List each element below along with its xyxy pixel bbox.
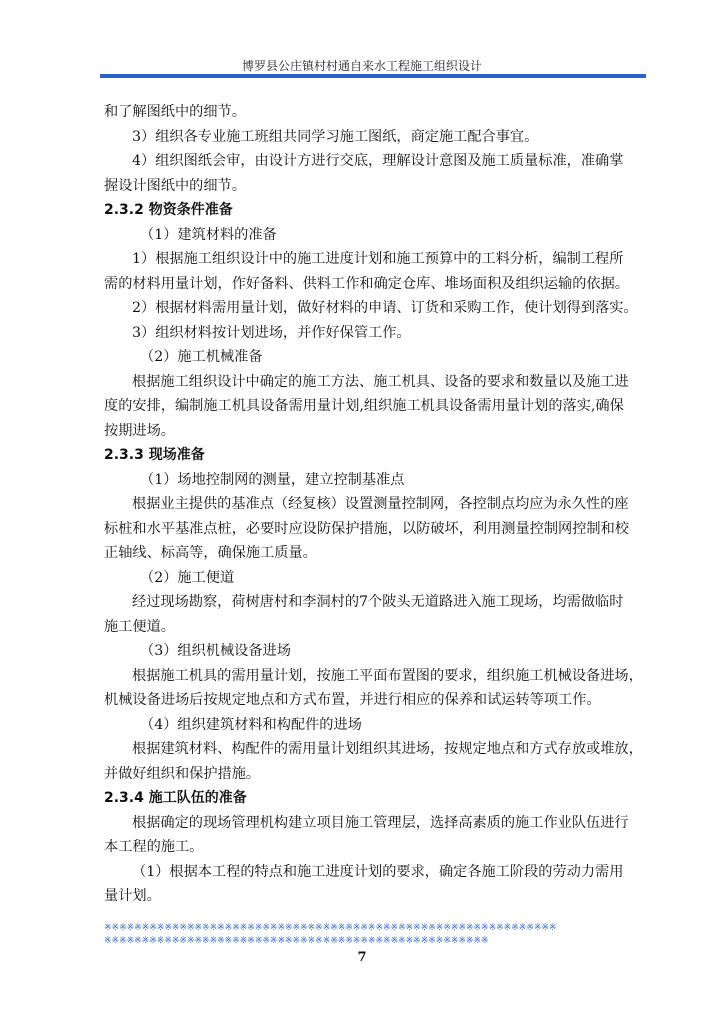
stars-line-2: ※※※※※※※※※※※※※※※※※※※※※※※※※※※※※※※※※※※※※※※※※※※※※※※※※※※ bbox=[104, 936, 489, 946]
text-line: 经过现场勘察，荷树唐村和李洞村的7个陂头无道路进入施工现场，均需做临时 bbox=[132, 594, 624, 610]
text-line: 3）组织材料按计划进场，并作好保管工作。 bbox=[132, 324, 411, 341]
text-line: 2）根据材料需用量计划，做好材料的申请、订货和采购工作，使计划得到落实。 bbox=[132, 300, 638, 316]
text-line: 量计划。 bbox=[104, 888, 161, 904]
text-line: 根据施工组织设计中确定的施工方法、施工机具、设备的要求和数量以及施工进 bbox=[132, 373, 629, 390]
text-line: （2）施工机械准备 bbox=[140, 349, 263, 365]
text-line: 1）根据施工组织设计中的施工进度计划和施工预算中的工料分析，编制工程所 bbox=[132, 251, 624, 267]
text-line: （1）根据本工程的特点和施工进度计划的要求，确定各施工阶段的劳动力需用 bbox=[132, 863, 624, 880]
footer-stars bbox=[104, 922, 644, 948]
header-title: 博罗县公庄镇村村通自来水工程施工组织设计 bbox=[241, 59, 482, 73]
section-heading: 2.3.4 施工队伍的准备 bbox=[104, 790, 247, 806]
text-line: 4）组织图纸会审，由设计方进行交底，理解设计意图及施工质量标准，准确掌 bbox=[132, 153, 624, 169]
text-line: 根据建筑材料、构配件的需用量计划组织其进场，按规定地点和方式存放或堆放， bbox=[132, 741, 643, 757]
text-line: （2）施工便道 bbox=[140, 569, 235, 586]
text-line: （1）建筑材料的准备 bbox=[140, 226, 277, 243]
text-line: 标桩和水平基准点桩，必要时应设防保护措施，以防破坏，利用测量控制网控制和校 bbox=[104, 520, 629, 537]
text-line: 根据施工机具的需用量计划，按施工平面布置图的要求，组织施工机械设备进场， bbox=[132, 667, 643, 684]
text-line: 正轴线、标高等，确保施工质量。 bbox=[104, 545, 317, 561]
stars-line-1: ※※※※※※※※※※※※※※※※※※※※※※※※※※※※※※※※※※※※※※※※※※※※※※※※※※※※※※※※※※※※ bbox=[104, 923, 557, 933]
text-line: 和了解图纸中的细节。 bbox=[104, 104, 246, 120]
header-rule bbox=[100, 74, 646, 78]
text-line: （1）场地控制网的测量，建立控制基准点 bbox=[140, 471, 405, 488]
text-line: 本工程的施工。 bbox=[104, 839, 204, 855]
text-line: 根据确定的现场管理机构建立项目施工管理层，选择高素质的施工作业队伍进行 bbox=[132, 814, 629, 831]
text-line: 施工便道。 bbox=[104, 618, 175, 635]
section-heading: 2.3.3 现场准备 bbox=[104, 447, 205, 463]
text-line: 3）组织各专业施工班组共同学习施工图纸，商定施工配合事宜。 bbox=[132, 128, 539, 145]
text-line: 机械设备进场后按规定地点和方式布置，并进行相应的保养和试运转等项工作。 bbox=[104, 692, 601, 708]
text-line: 需的材料用量计划，作好备料、供料工作和确定仓库、堆场面积及组织运输的依据。 bbox=[104, 275, 629, 292]
text-line: 根据业主提供的基准点（经复核）设置测量控制网，各控制点均应为永久性的座 bbox=[132, 496, 629, 512]
text-line: 按期进场。 bbox=[104, 422, 175, 439]
document-body bbox=[104, 100, 644, 909]
section-heading: 2.3.2 物资条件准备 bbox=[104, 202, 233, 218]
text-line: 握设计图纸中的细节。 bbox=[104, 177, 246, 194]
page-number: 7 bbox=[357, 950, 367, 965]
text-line: （4）组织建筑材料和构配件的进场 bbox=[140, 716, 362, 733]
text-line: （3）组织机械设备进场 bbox=[140, 643, 291, 659]
text-line: 度的安排，编制施工机具设备需用量计划,组织施工机具设备需用量计划的落实,确保 bbox=[104, 398, 624, 414]
text-line: 并做好组织和保护措施。 bbox=[104, 765, 261, 782]
